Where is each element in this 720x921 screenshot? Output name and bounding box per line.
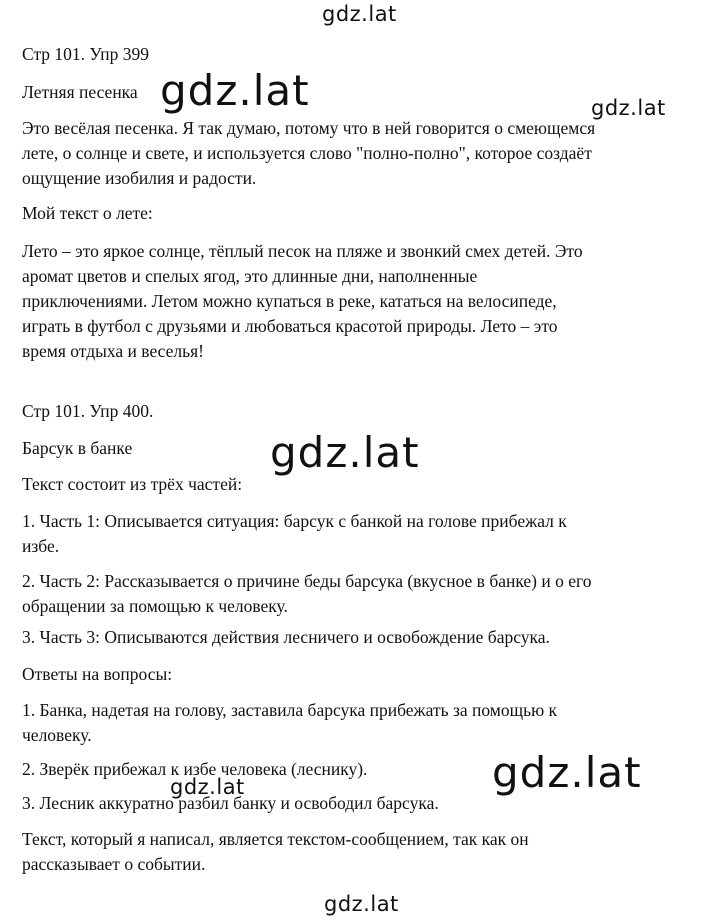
part-3: 3. Часть 3: Описываются действия лесничего и освобождение барсука. — [22, 627, 550, 647]
paragraph-line: рассказывает о событии. — [22, 854, 206, 874]
watermark-right-upper: gdz.lat — [591, 96, 666, 120]
answer-3: 3. Лесник аккуратно разбил банку и освободил барсука. — [22, 793, 439, 813]
paragraph-line: время отдыха и веселья! — [22, 341, 204, 361]
watermark-top: gdz.lat — [322, 2, 397, 26]
answers-label: Ответы на вопросы: — [22, 664, 173, 684]
ex400-title: Барсук в банке — [22, 438, 133, 458]
ex399-title: Летняя песенка — [22, 82, 138, 102]
paragraph-line: обращении за помощью к человеку. — [22, 596, 288, 616]
paragraph-line: Лето – это яркое солнце, тёплый песок на пляже и звонкий смех детей. Это — [22, 241, 583, 261]
paragraph-line: Это весёлая песенка. Я так думаю, потому что в ней говорится о смеющемся — [22, 118, 596, 138]
paragraph-line: 1. Банка, надетая на голову, заставила барсука прибежать за помощью к — [22, 700, 558, 720]
ex399-paragraph-1 — [22, 116, 595, 191]
ex399-paragraph-2 — [22, 239, 583, 364]
watermark-lower-small: gdz.lat — [170, 775, 245, 799]
paragraph-line: лете, о солнце и свете, и используется слово "полно-полно", которое создаёт — [22, 143, 592, 163]
parts-intro: Текст состоит из трёх частей: — [22, 474, 243, 494]
answer-2: 2. Зверёк прибежал к избе человека (леснику). — [22, 759, 368, 779]
paragraph-line: 2. Часть 2: Рассказывается о причине беды барсука (вкусное в банке) и о его — [22, 571, 592, 591]
paragraph-line: аромат цветов и спелых ягод, это длинные дни, наполненные — [22, 266, 478, 286]
answer-1 — [22, 698, 557, 748]
watermark-bottom: gdz.lat — [324, 892, 399, 916]
paragraph-line: приключениями. Летом можно купаться в реке, кататься на велосипеде, — [22, 291, 557, 311]
paragraph-line: Текст, который я написал, является текстом-сообщением, так как он — [22, 829, 529, 849]
my-text-label: Мой текст о лете: — [22, 203, 153, 223]
paragraph-line: играть в футбол с друзьями и любоваться красотой природы. Лето – это — [22, 316, 558, 336]
paragraph-line: избе. — [22, 536, 60, 556]
conclusion — [22, 827, 529, 877]
ex399-header: Стр 101. Упр 399 — [22, 44, 150, 64]
paragraph-line: ощущение изобилия и радости. — [22, 168, 257, 188]
part-2 — [22, 569, 592, 619]
watermark-title-overlay: gdz.lat — [160, 66, 310, 115]
part-1 — [22, 509, 567, 559]
ex400-header: Стр 101. Упр 400. — [22, 401, 154, 421]
paragraph-line: 1. Часть 1: Описывается ситуация: барсук с банкой на голове прибежал к — [22, 511, 567, 531]
paragraph-line: человеку. — [22, 725, 92, 745]
watermark-lower-big: gdz.lat — [492, 748, 642, 797]
watermark-middle: gdz.lat — [270, 428, 420, 477]
